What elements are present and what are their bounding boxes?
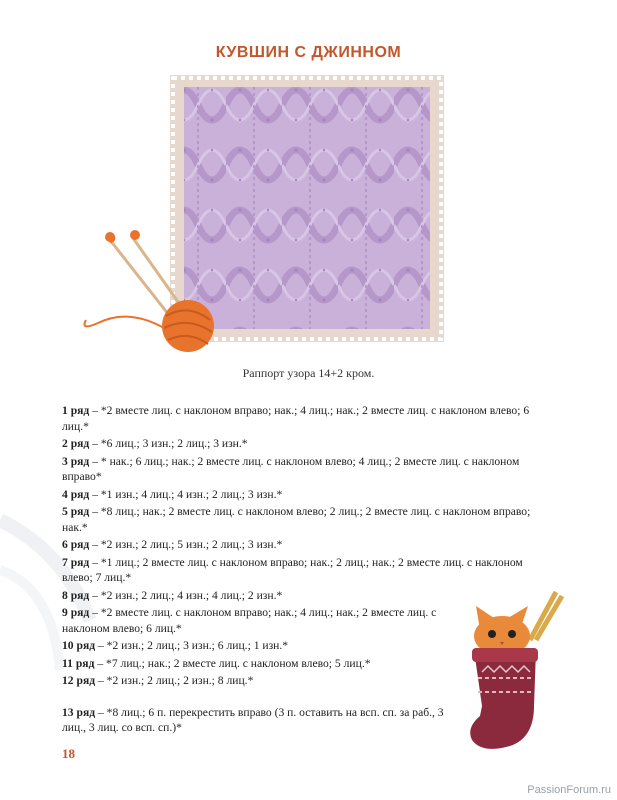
row-number: 10 ряд (62, 639, 96, 652)
cat-in-christmas-sock-icon (462, 588, 572, 758)
row-number: 12 ряд (62, 674, 96, 687)
row-text: – *7 лиц.; нак.; 2 вместе лиц. с наклоном влево; 5 лиц.* (97, 656, 371, 670)
watermark: PassionForum.ru (527, 784, 611, 796)
row-number: 4 ряд (62, 487, 90, 501)
instruction-row (62, 537, 554, 553)
row-text: – *6 лиц.; 3 изн.; 2 лиц.; 3 изн.* (92, 437, 248, 450)
rapport-caption: Раппорт узора 14+2 кром. (242, 366, 375, 380)
row-text: – *8 лиц.; нак.; 2 вместе лиц. с наклоном влево; 2 лиц.; 2 вместе лиц. с наклоном вправо; нак.* (62, 505, 531, 534)
row-text: – *8 лиц.; 6 п. перекрестить вправо (3 п. оставить на всп. сп. за раб., 3 лиц., 3 лиц. со всп. сп.)* (62, 705, 444, 734)
instruction-row (62, 454, 554, 485)
instruction-row (62, 638, 452, 654)
instruction-row (62, 605, 452, 636)
instruction-row (62, 656, 452, 672)
row-number: 11 ряд (62, 656, 95, 670)
page-title: КУВШИН С ДЖИННОМ (215, 44, 402, 61)
instruction-row (62, 705, 452, 736)
page-number: 18 (62, 746, 75, 761)
row-text: – *1 лиц.; 2 вместе лиц. с наклоном вправо; нак.; 2 лиц.; нак.; 2 вместе лиц. с наклоном влево; 7 лиц.* (62, 555, 523, 584)
instruction-row (62, 555, 554, 586)
row-number: 9 ряд (62, 606, 90, 619)
row-text: – * нак.; 6 лиц.; нак.; 2 вместе лиц. с наклоном влево; 4 лиц.; 2 вместе лиц. с наклоном вправо* (62, 454, 520, 483)
instruction-row (62, 673, 452, 689)
row-text: – *2 изн.; 2 лиц.; 5 изн.; 2 лиц.; 3 изн.* (92, 538, 283, 551)
yarn-ball-with-needles-icon (78, 228, 218, 358)
instruction-row (62, 436, 554, 452)
row-number: 3 ряд (62, 454, 90, 468)
row-text: – *2 изн.; 2 лиц.; 4 изн.; 4 лиц.; 2 изн.* (92, 588, 283, 602)
row-number: 13 ряд (62, 705, 96, 719)
instruction-row (62, 487, 554, 503)
row-number: 8 ряд (62, 588, 90, 602)
row-text: – *2 вместе лиц. с наклоном вправо; нак.; 4 лиц.; нак.; 2 вместе лиц. с наклоном влево; 6 лиц.* (62, 404, 530, 433)
row-text: – *2 изн.; 2 лиц.; 3 изн.; 6 лиц.; 1 изн.* (97, 639, 289, 652)
row-number: 7 ряд (62, 555, 90, 569)
row-number: 2 ряд (62, 437, 90, 450)
row-text: – *1 изн.; 4 лиц.; 4 изн.; 2 лиц.; 3 изн.* (92, 487, 283, 501)
instruction-row (62, 403, 554, 434)
row-text: – *2 вместе лиц. с наклоном вправо; нак.; 4 лиц.; нак.; 2 вместе лиц. с наклоном влево; 6 лиц.* (62, 606, 437, 635)
row-text: – *2 изн.; 2 лиц.; 2 изн.; 8 лиц.* (97, 674, 254, 687)
row-number: 5 ряд (62, 505, 90, 518)
row-number: 1 ряд (62, 404, 90, 417)
row-number: 6 ряд (62, 538, 90, 551)
instruction-row (62, 504, 554, 535)
